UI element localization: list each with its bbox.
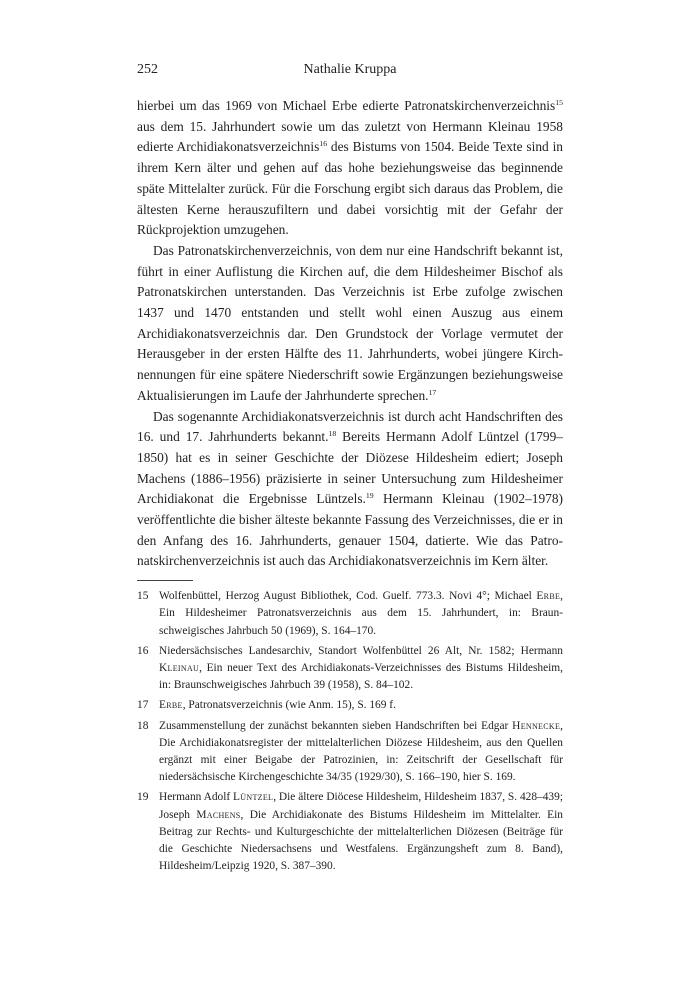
footnote-text <box>159 789 563 875</box>
text-run: , Die Archidiakonate des Bistums Hildesheim im Mittelalter. Ein Beitrag zur Rechts- und Kulturgeschichte der mittelalterlichen Diözesen (Beiträge für die Geschichte Niedersachsens und Westfalens. Ergänzungsheft zum 8. Band), Hildesheim/Leipzig 1920, S. 387–390. <box>159 808 564 873</box>
footnote-reference: 18 <box>328 429 337 439</box>
text-run: , Die ältere Diöcese Hildesheim, Hildesheim 1837, S. 428–439; Joseph <box>159 791 563 821</box>
footnote <box>137 697 563 714</box>
footnote <box>137 643 563 695</box>
text-run: , Patronatsverzeichnis (wie Anm. 15), S. 169 f. <box>182 699 396 712</box>
footnote-reference: 17 <box>428 388 437 398</box>
text-run: Das Patronatskirchenverzeichnis, von dem nur eine Handschrift bekannt ist, führt in einer Auflistung die Kirchen auf, die dem Hildesheimer Bischof als Patronatskirchen unterstanden. Das Verzeichnis ist Erbe zufolge zwischen 1437 und 1470 entstanden und stellt wohl einen Auszug aus einem Archidiakonatsverzeichnis dar. Den Grundstock der Vorlage vermutet der Herausgeber in der ersten Hälfte des 11. Jahrhunderts, wobei jüngere Kirchnennungen für eine spätere Niederschrift sowie Ergänzungen beziehungsweise Aktualisierungen im Laufe der Jahrhunderte sprechen. <box>137 242 563 403</box>
text-run: , Ein neuer Text des Archidiakonats-Verzeichnisses des Bistums Hildesheim, in: Braunschweigisches Jahrbuch 39 (1958), S. 84–102. <box>159 661 563 692</box>
footnote <box>137 789 563 875</box>
footnote-separator <box>137 580 193 581</box>
footnotes <box>137 588 563 875</box>
text-run: , Ein Hildesheimer Patronatsverzeichnis aus dem 15. Jahrhundert, in: Braunschweigisches Jahrbuch 50 (1969), S. 164–170. <box>159 590 563 637</box>
footnote-text <box>159 697 563 714</box>
text-run: Bereits Hermann Adolf Lüntzel (1799–1850) hat es in seiner Geschichte der Diözese Hildesheim ediert; Joseph Machens (1886–1956) präzisierte in seiner Untersuchung zum Hildesheimer Archidiakonat die Ergebnisse Lüntzels. <box>137 429 563 507</box>
footnote-number: 16 <box>137 644 149 657</box>
author-surname: Machens <box>196 808 241 821</box>
footnote-number: 17 <box>137 699 149 712</box>
text-run: , Die Archidiakonatsregister der mittelalterlichen Diözese Hildesheim, aus den Quellen ergänzt mit einer Beigabe der Patrozinien, in: Zeitschrift der Gesellschaft für niedersächsische Kirchengeschichte 34/35 (1929/30), S. 166–190, hier S. 169. <box>159 719 563 784</box>
running-head <box>137 60 563 80</box>
text-run: Wolfenbüttel, Herzog August Bibliothek, Cod. Guelf. 773.3. Novi 4°; Michael <box>159 590 537 603</box>
footnote-number: 19 <box>137 791 149 804</box>
author-surname: Hennecke <box>512 719 561 732</box>
footnote <box>137 718 563 787</box>
running-head-author: Nathalie Kruppa <box>303 62 397 77</box>
footnote-reference: 19 <box>365 491 374 501</box>
footnote-reference: 16 <box>319 139 328 149</box>
text-run: Zusammenstellung der zunächst bekannten sieben Handschriften bei Edgar <box>159 719 513 732</box>
text-run: Niedersächsisches Landesarchiv, Standort Wolfenbüttel 26 Alt, Nr. 1582; Hermann <box>159 644 563 657</box>
body-paragraph <box>137 407 563 573</box>
body-text <box>137 96 563 572</box>
page-number: 252 <box>137 62 158 77</box>
footnote <box>137 588 563 640</box>
author-surname: Kleinau <box>159 661 200 674</box>
footnote-text <box>159 588 563 640</box>
footnote-text <box>159 643 563 695</box>
text-run: Das sogenannte Archidiakonatsverzeichnis ist durch acht Handschriften des 16. und 17. Jahrhunderts bekannt. <box>137 408 563 445</box>
body-paragraph <box>137 96 563 241</box>
author-surname: Erbe <box>536 590 561 603</box>
text-run: hierbei um das 1969 von Michael Erbe edierte Patronatskirchenverzeichnis <box>137 98 556 113</box>
footnote-number: 15 <box>137 590 149 603</box>
text-run: des Bistums von 1504. Beide Texte sind in ihrem Kern älter und gehen auf das hohe beziehungsweise das beginnende späte Mittelalter zurück. Für die Forschung ergibt sich daraus das Problem, die ältesten Kerne herauszufiltern und dabei vorsichtig mit der Gefahr der Rückprojektion umzugehen. <box>137 139 563 238</box>
book-page <box>137 60 563 878</box>
author-surname: Erbe <box>159 699 183 712</box>
text-run: Hermann Kleinau (1902–1978) veröffentlichte die bisher älteste bekannte Fassung des Verzeichnisses, die er in den Anfang des 16. Jahrhunderts, genauer 1504, datierte. Wie das Patronatskirchenverzeichnis ist auch das Archidiakonatsverzeichnis im Kern älter. <box>137 491 564 569</box>
text-run: aus dem 15. Jahrhundert sowie um das zuletzt von Hermann Kleinau 1958 edierte Archidiakonatsverzeichnis <box>137 118 563 155</box>
author-surname: Lüntzel <box>233 791 274 804</box>
text-run: Hermann Adolf <box>159 791 234 804</box>
footnote-number: 18 <box>137 719 149 732</box>
footnote-reference: 15 <box>555 98 563 108</box>
footnote-text <box>159 718 563 787</box>
body-paragraph <box>137 241 563 407</box>
